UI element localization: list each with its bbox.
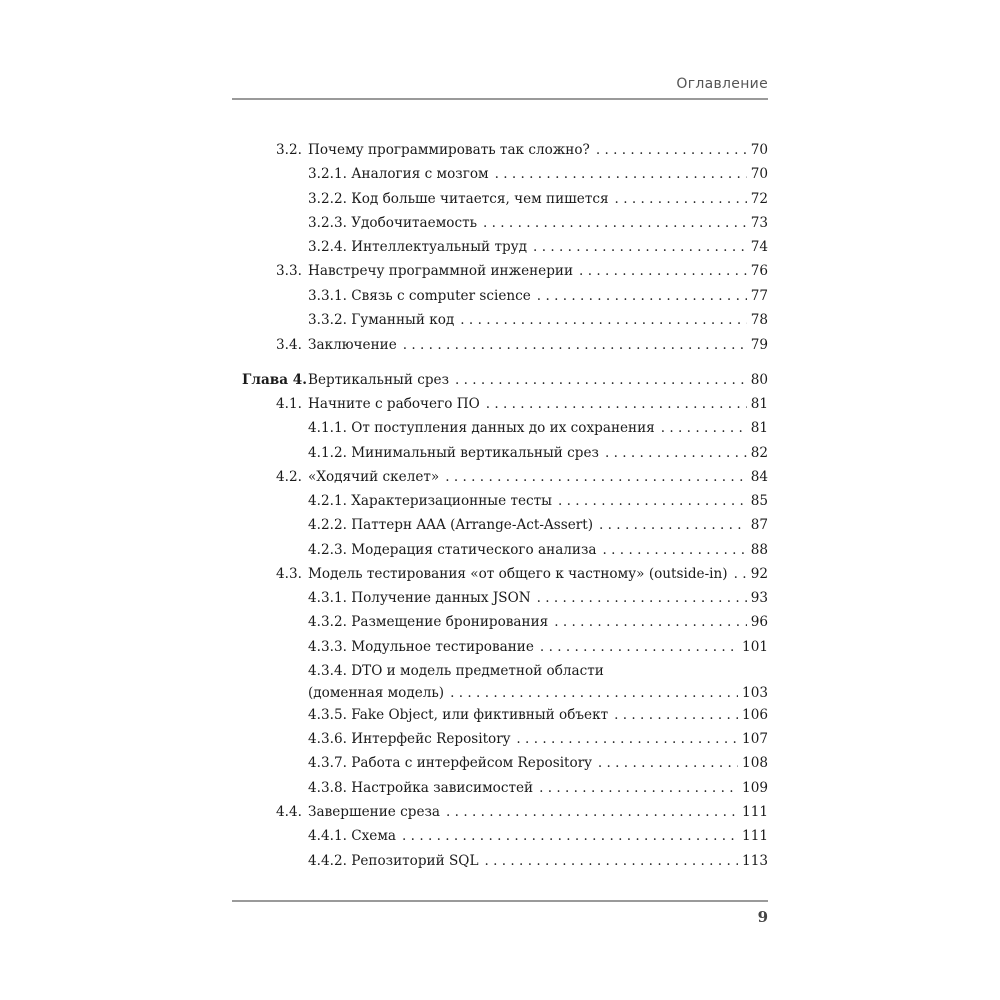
toc-entry-title: 4.3.4. DTO и модель предметной области [308,663,604,679]
toc-entry-title: 3.2.3. Удобочитаемость [308,215,477,231]
dot-leader [734,565,747,583]
dot-leader [661,419,747,437]
toc-entry-number: 4.3. [276,566,302,582]
toc-entry-title: 4.3.3. Модульное тестирование [308,639,534,655]
toc-entry-title: 3.2.2. Код больше читается, чем пишется [308,191,609,207]
toc-entry [232,565,768,583]
dot-leader [495,165,747,183]
toc-entry-page: 81 [750,420,768,436]
toc-entry-title: 4.3.6. Интерфейс Repository [308,731,511,747]
toc-entry [232,852,768,870]
toc-entry-number: 4.4. [276,804,302,820]
toc-entry [232,419,768,437]
toc-entry-page: 82 [750,445,768,461]
toc-entry-page: 72 [750,191,768,207]
toc-entry-page: 111 [742,804,768,820]
toc-entry [232,444,768,462]
page-number: 9 [757,908,768,926]
dot-leader [484,852,738,870]
toc-entry-title: «Ходячий скелет» [308,469,440,485]
toc-entry-page: 101 [742,639,768,655]
toc-entry-page: 108 [742,755,768,771]
toc-entry-title: Начните с рабочего ПО [308,396,480,412]
dot-leader [554,613,746,631]
toc-entry [232,706,768,724]
dot-leader [403,336,747,354]
toc-entry [232,779,768,797]
toc-entry [232,395,768,413]
dot-leader [483,214,747,232]
dot-leader [605,444,747,462]
toc-entry [232,165,768,183]
header-rule [232,98,768,100]
dot-leader [450,684,738,702]
toc-entry [232,492,768,510]
toc-entry-page: 84 [750,469,768,485]
toc-entry-page: 96 [750,614,768,630]
dot-leader [537,589,747,607]
dot-leader [579,262,747,280]
toc-entry [232,214,768,232]
toc-entry-title: 3.3.2. Гуманный код [308,312,455,328]
toc-entry [232,730,768,748]
toc-entry-page: 106 [742,707,768,723]
dot-leader [460,311,746,329]
toc-entry-title: 4.3.7. Работа с интерфейсом Repository [308,755,592,771]
toc-entry-title: 4.3.5. Fake Object, или фиктивный объект [308,707,609,723]
toc-entry-title: Заключение [308,337,397,353]
toc-entry-title: 3.2.1. Аналогия с мозгом [308,166,489,182]
toc-entry-title: 3.2.4. Интеллектуальный труд [308,239,528,255]
toc-entry [232,613,768,631]
toc-entry [232,516,768,534]
toc-entry-page: 80 [750,372,768,388]
dot-leader [599,516,747,534]
toc-entry-number: 3.3. [276,263,302,279]
toc-entry-page: 103 [742,685,768,701]
toc-entry-page: 73 [750,215,768,231]
toc-entry-title: 3.3.1. Связь с computer science [308,288,531,304]
toc-entry-number: 4.1. [276,396,302,412]
toc-entry-title-continuation: (доменная модель) [308,685,445,701]
dot-leader [614,706,738,724]
toc-entry-title: 4.4.1. Схема [308,828,397,844]
toc-entry-title: 4.4.2. Репозиторий SQL [308,853,479,869]
toc-entry [232,287,768,305]
toc-entry-page: 70 [750,166,768,182]
toc-entry-page: 107 [742,731,768,747]
toc-entry-page: 70 [750,142,768,158]
toc-entry-page: 74 [750,239,768,255]
dot-leader [603,541,747,559]
dot-leader [540,638,738,656]
dot-leader [596,141,747,159]
dot-leader [598,754,738,772]
toc-entry [232,262,768,280]
dot-leader [558,492,747,510]
toc-entry-page: 81 [750,396,768,412]
dot-leader [539,779,738,797]
toc-entry-page: 76 [750,263,768,279]
toc-entry [232,827,768,845]
toc-entry-title: 4.3.2. Размещение бронирования [308,614,549,630]
toc-entry-page: 111 [742,828,768,844]
dot-leader [445,468,746,486]
toc-entry-number: 3.2. [276,142,302,158]
dot-leader [615,190,747,208]
toc-entry [232,589,768,607]
toc-entry [232,468,768,486]
dot-leader [455,371,747,389]
dot-leader [537,287,747,305]
toc-entry [232,541,768,559]
toc-entry [232,684,768,702]
toc-entry-page: 109 [742,780,768,796]
toc-entry-title: 4.3.8. Настройка зависимостей [308,780,534,796]
toc-entry [232,311,768,329]
toc-entry-title: 4.2.2. Паттерн AAA (Arrange-Act-Assert) [308,517,594,533]
toc-entry [232,754,768,772]
dot-leader [446,803,738,821]
dot-leader [533,238,747,256]
footer-rule [232,900,768,902]
toc-entry-title: Почему программировать так сложно? [308,142,590,158]
toc-entry-page: 113 [742,853,768,869]
toc-entry-title: 4.3.1. Получение данных JSON [308,590,531,606]
toc-entry-page: 88 [750,542,768,558]
dot-leader [486,395,747,413]
toc-chapter-entry [232,371,768,389]
toc-entry-title: Вертикальный срез [308,372,449,388]
toc-entry-page: 87 [750,517,768,533]
running-head: Оглавление [676,76,768,92]
toc-entry-page: 79 [750,337,768,353]
toc-entry-title: 4.1.2. Минимальный вертикальный срез [308,445,599,461]
toc-entry-title: Модель тестирования «от общего к частному» (outside-in) [308,566,728,582]
toc-entry-number: Глава 4. [242,372,307,388]
dot-leader [516,730,738,748]
toc-entry-title: 4.2.1. Характеризационные тесты [308,493,552,509]
toc-entry [232,190,768,208]
toc-entry [232,803,768,821]
toc-entry-title: 4.1.1. От поступления данных до их сохранения [308,420,655,436]
toc-entry-number: 3.4. [276,337,302,353]
toc-entry-page: 85 [750,493,768,509]
toc-entry-page: 78 [750,312,768,328]
toc-entry [232,336,768,354]
toc-entry [232,141,768,159]
toc-entry-title: 4.2.3. Модерация статического анализа [308,542,597,558]
toc-entry-page: 92 [750,566,768,582]
toc-entry-title: Навстречу программной инженерии [308,263,574,279]
toc-entry [232,238,768,256]
toc-entry-number: 4.2. [276,469,302,485]
dot-leader [402,827,738,845]
toc-entry-page: 93 [750,590,768,606]
toc-entry [232,638,768,656]
toc-entry-title: Завершение среза [308,804,441,820]
toc-entry-page: 77 [750,288,768,304]
